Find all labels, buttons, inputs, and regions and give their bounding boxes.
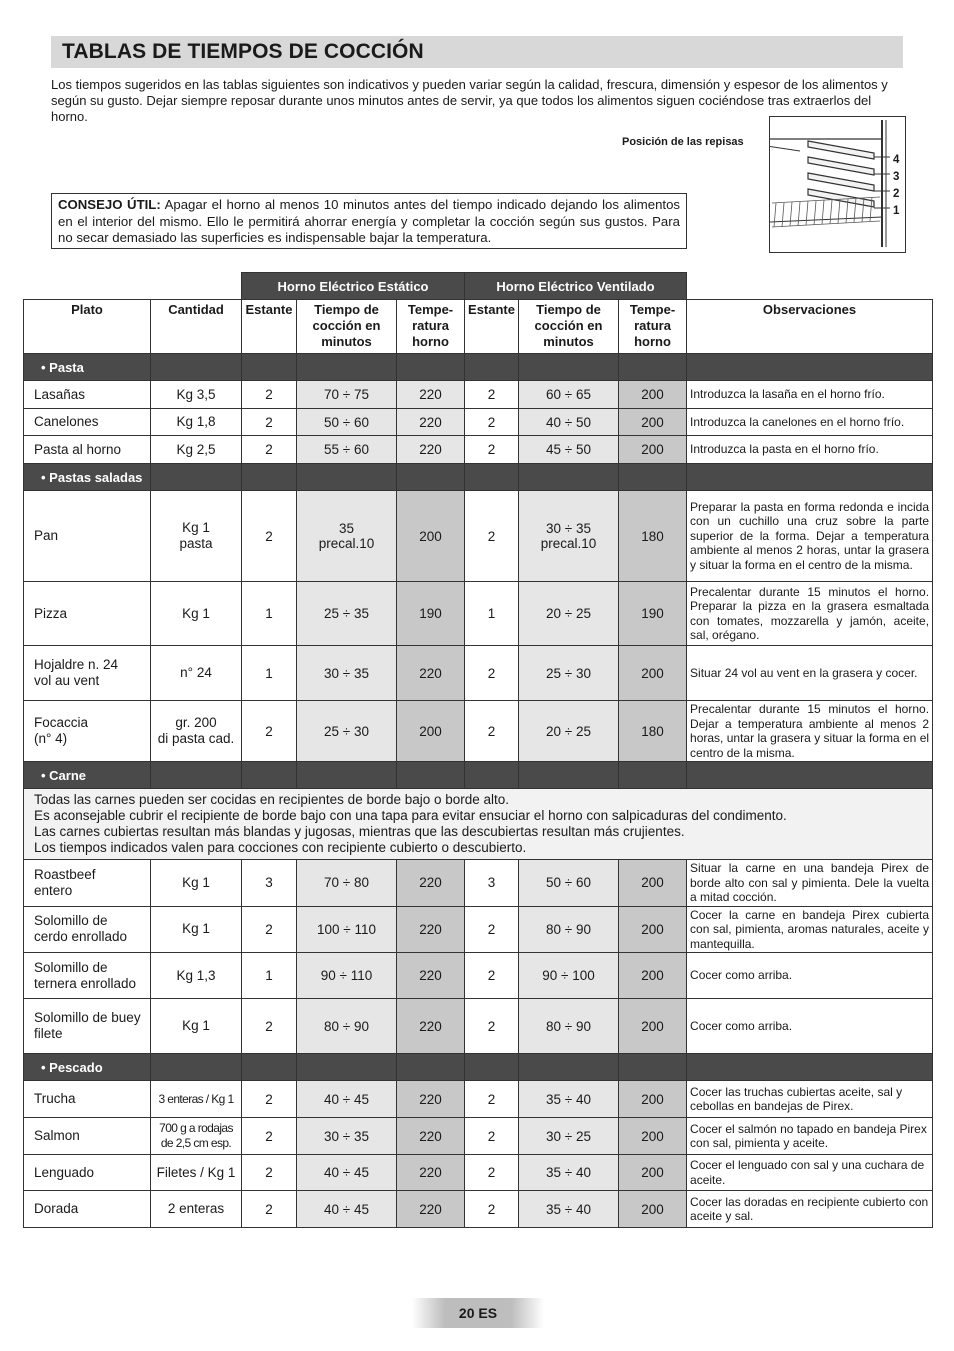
oven-type-header-row: [24, 273, 933, 300]
table-row: Pasta al horno Kg 2,5 2 55 ÷ 60 220 2 45 ÷ 50 200 Introduzca la pasta en el horno frío.: [24, 436, 933, 464]
page-number: 20 ES: [412, 1298, 544, 1328]
page-title: TABLAS DE TIEMPOS DE COCCIÓN: [62, 40, 424, 63]
static-oven-header: Horno Eléctrico Estático: [242, 273, 465, 300]
col-estante-static: Estante: [242, 300, 297, 354]
table-row: Roastbeef entero Kg 1 3 70 ÷ 80 220 3 50 ÷ 60 200 Situar la carne en una bandeja Pirex de borde alto con sal y pimienta. Dele la vuelta a mitad cocción.: [24, 860, 933, 907]
table-row: Lenguado Filetes / Kg 1 2 40 ÷ 45 220 2 35 ÷ 40 200 Cocer el lenguado con sal y una cuchara de aceite.: [24, 1155, 933, 1191]
cooking-times-table: [23, 272, 933, 1228]
tip-heading: CONSEJO ÚTIL:: [58, 197, 161, 212]
table-row: Pan Kg 1 pasta 2 35 precal.10 200 2 30 ÷ 35 precal.10 180 Preparar la pasta en forma redonda e incida con un cuchillo una cruz sobre la parte superior de la forma. Dejar a temperatura ambiente al menos 2 horas, untar la grasera y situar la forma en el centro de la misma.: [24, 491, 933, 582]
table-row: Lasañas Kg 3,5 2 70 ÷ 75 220 2 60 ÷ 65 200 Introduzca la lasaña en el horno frío.: [24, 381, 933, 409]
section-pescado: • Pescado: [24, 1054, 933, 1081]
carne-note-line: Todas las carnes pueden ser cocidas en recipientes de borde bajo o borde alto.: [34, 792, 510, 807]
title-bar: [51, 36, 903, 68]
column-header-row: [24, 300, 933, 354]
shelf-position-4: 4: [893, 154, 900, 166]
col-cantidad: Cantidad: [151, 300, 242, 354]
col-tiempo-fan: Tiempo de cocción en minutos: [519, 300, 619, 354]
table-row: Salmon 700 g a rodajas de 2,5 cm esp. 2 30 ÷ 35 220 2 30 ÷ 25 200 Cocer el salmón no tapado en bandeja Pirex con sal, pimienta y aceite.: [24, 1118, 933, 1155]
section-carne: • Carne: [24, 762, 933, 789]
col-tiempo-static: Tiempo de cocción en minutos: [297, 300, 397, 354]
fan-oven-header: Horno Eléctrico Ventilado: [465, 273, 687, 300]
section-pastas-saladas: • Pastas saladas: [24, 464, 933, 491]
table-row: Focaccia (n° 4) gr. 200 di pasta cad. 2 25 ÷ 30 200 2 20 ÷ 25 180 Precalentar durante 15 minutos el horno. Dejar a temperatura ambiente al menos 2 horas, untar la grasera y situar la forma en el centro de la misma.: [24, 701, 933, 762]
intro-text: Los tiempos sugeridos en las tablas siguientes son indicativos y pueden variar según la calidad, frescura, dimensión y espesor de los alimentos y según su gusto. Dejar siempre reposar durante unos minutos antes de servir, ya que todos los alimentos siguen cociéndose tras extraerlos del horno.: [51, 77, 888, 124]
section-pasta: • Pasta: [24, 354, 933, 381]
col-estante-fan: Estante: [465, 300, 519, 354]
table-row: Solomillo de buey filete Kg 1 2 80 ÷ 90 220 2 80 ÷ 90 200 Cocer como arriba.: [24, 999, 933, 1054]
table-row: Solomillo de cerdo enrollado Kg 1 2 100 ÷ 110 220 2 80 ÷ 90 200 Cocer la carne en bandeja Pirex cubierta con sal, pimienta, aromas naturales, aceite y mantequilla.: [24, 906, 933, 953]
oven-shelf-diagram: [769, 116, 906, 253]
col-temp-fan: Tempe- ratura horno: [619, 300, 687, 354]
shelf-position-3: 3: [893, 171, 900, 183]
shelf-position-1: 1: [893, 205, 900, 217]
table-row: Trucha 3 enteras / Kg 1 2 40 ÷ 45 220 2 35 ÷ 40 200 Cocer las truchas cubiertas aceite, sal y cebollas en bandejas de Pirex.: [24, 1081, 933, 1118]
carne-note-row: [24, 789, 933, 860]
table-row: Solomillo de ternera enrollado Kg 1,3 1 90 ÷ 110 220 2 90 ÷ 100 200 Cocer como arriba.: [24, 953, 933, 999]
shelf-position-2: 2: [893, 188, 900, 200]
oven-interior-illustration: [770, 117, 907, 254]
table-row: Canelones Kg 1,8 2 50 ÷ 60 220 2 40 ÷ 50 200 Introduzca la canelones en el horno frío.: [24, 409, 933, 436]
table-row: Hojaldre n. 24 vol au vent n° 24 1 30 ÷ 35 220 2 25 ÷ 30 200 Situar 24 vol au vent en la grasera y cocer.: [24, 646, 933, 701]
useful-tip-box: [51, 193, 687, 249]
col-temp-static: Tempe- ratura horno: [397, 300, 465, 354]
table-row: Pizza Kg 1 1 25 ÷ 35 190 1 20 ÷ 25 190 Precalentar durante 15 minutos el horno. Preparar la pizza en la grasera esmaltada con tomates, mozzarella y jamón, aceite, sal, orégano.: [24, 582, 933, 646]
carne-note-line: Las carnes cubiertas resultan más blandas y jugosas, mientras que las descubiertas resultan más crujientes.: [34, 824, 685, 839]
table-row: Dorada 2 enteras 2 40 ÷ 45 220 2 35 ÷ 40 200 Cocer las doradas en recipiente cubierto con aceite y sal.: [24, 1191, 933, 1228]
col-plato: Plato: [24, 300, 151, 354]
carne-note-line: Es aconsejable cubrir el recipiente de borde bajo con una tapa para evitar ensuciar el horno con salpicaduras del condimento.: [34, 808, 787, 823]
carne-note-line: Los tiempos indicados valen para cocciones con recipiente cubierto o descubierto.: [34, 840, 527, 855]
shelf-positions-label: Posición de las repisas: [622, 136, 744, 148]
tip-text: Apagar el horno al menos 10 minutos antes del tiempo indicado dejando los alimentos en el interior del mismo. Ello le permitirá ahorrar energía y completar la cocción según sus gustos. Para no secar demasiado las superficies es indispensable bajar la temperatura.: [58, 197, 680, 245]
col-observaciones: Observaciones: [687, 300, 933, 354]
